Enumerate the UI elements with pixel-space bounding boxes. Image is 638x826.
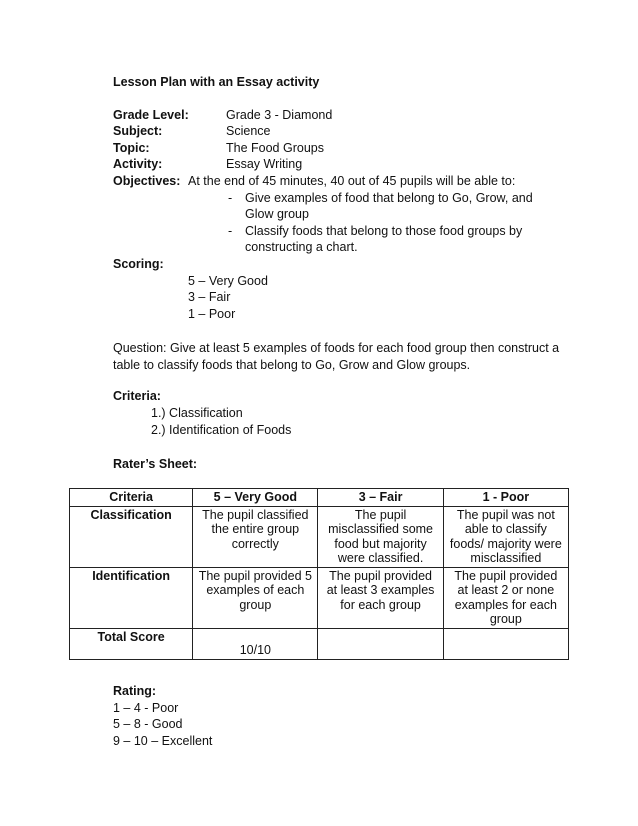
total-score-label: Total Score [70, 628, 193, 659]
table-cell [443, 567, 568, 628]
objective-2-line-1: Classify foods that belong to those food groups by [245, 224, 523, 238]
cell-line: at least 3 examples [326, 583, 435, 597]
question-line-1: Question: Give at least 5 examples of foods for each food group then construct a [113, 341, 560, 355]
table-cell [193, 567, 318, 628]
header-very-good: 5 – Very Good [193, 489, 318, 507]
cell-line: examples for each [454, 597, 557, 612]
objective-2-line-2: constructing a chart. [245, 240, 358, 254]
cell-line: The pupil was not [456, 507, 555, 522]
topic-value: The Food Groups [226, 141, 324, 155]
scoring-level: 3 – Fair [188, 290, 231, 304]
cell-line: foods/ majority were [449, 536, 562, 551]
criteria-item: 1.) Classification [151, 406, 243, 420]
header-criteria: Criteria [70, 489, 193, 507]
rating-item: 9 – 10 – Excellent [113, 734, 213, 748]
cell-line: were classified. [337, 551, 424, 565]
raters-sheet-table [69, 488, 569, 660]
cell-line: food but majority [334, 536, 427, 551]
table-cell [318, 628, 443, 659]
objective-1-line-2: Glow group [245, 207, 309, 221]
table-row [70, 506, 569, 567]
scoring-label: Scoring: [113, 257, 164, 271]
table-cell [443, 506, 568, 567]
header-fair: 3 – Fair [318, 489, 443, 507]
objective-bullet-2: - [228, 224, 233, 238]
rating-label: Rating: [113, 684, 157, 698]
cell-line: examples of each [206, 583, 305, 597]
activity-value: Essay Writing [226, 157, 303, 171]
cell-line: The pupil provided 5 [198, 568, 312, 583]
raters-sheet-label: Rater’s Sheet: [113, 457, 198, 471]
cell-line: The pupil provided [454, 568, 558, 583]
table-row [70, 567, 569, 628]
cell-line: the entire group [211, 522, 300, 536]
table-header-row [70, 489, 569, 507]
total-score-value: 10/10 [193, 628, 318, 659]
cell-line: group [239, 597, 272, 612]
rating-item: 5 – 8 - Good [113, 717, 183, 731]
scoring-level: 1 – Poor [188, 307, 236, 321]
subject-label: Subject: [113, 124, 163, 138]
subject-value: Science [226, 124, 271, 138]
objective-bullet-1: - [228, 191, 233, 205]
objectives-intro: At the end of 45 minutes, 40 out of 45 pupils will be able to: [188, 174, 516, 188]
table-cell [318, 506, 443, 567]
cell-line: able to classify [464, 522, 547, 536]
table-cell [443, 628, 568, 659]
grade-level-value: Grade 3 - Diamond [226, 108, 333, 122]
table-row-total [70, 628, 569, 659]
rating-item: 1 – 4 - Poor [113, 701, 179, 715]
cell-line: correctly [231, 536, 279, 551]
criteria-item: 2.) Identification of Foods [151, 423, 292, 437]
cell-line: The pupil [354, 507, 407, 522]
header-poor: 1 - Poor [443, 489, 568, 507]
cell-line: misclassified some [328, 522, 434, 536]
cell-line: The pupil provided [329, 568, 432, 583]
table-cell [318, 567, 443, 628]
table-cell [193, 506, 318, 567]
scoring-level: 5 – Very Good [188, 274, 268, 288]
activity-label: Activity: [113, 157, 163, 171]
cell-line: at least 2 or none [457, 583, 555, 597]
cell-line: group [489, 612, 522, 626]
criterion-classification: Classification [70, 506, 193, 567]
document-title: Lesson Plan with an Essay activity [113, 75, 320, 89]
cell-line: The pupil classified [202, 507, 309, 522]
criteria-label: Criteria: [113, 389, 161, 403]
objectives-label: Objectives: [113, 174, 181, 188]
grade-level-label: Grade Level: [113, 108, 189, 122]
cell-line: misclassified [470, 551, 542, 565]
question-line-2: table to classify foods that belong to Go, Grow and Glow groups. [113, 358, 471, 372]
cell-line: for each group [340, 597, 421, 612]
topic-label: Topic: [113, 141, 150, 155]
criterion-identification: Identification [70, 567, 193, 628]
objective-1-line-1: Give examples of food that belong to Go, Grow, and [245, 191, 533, 205]
